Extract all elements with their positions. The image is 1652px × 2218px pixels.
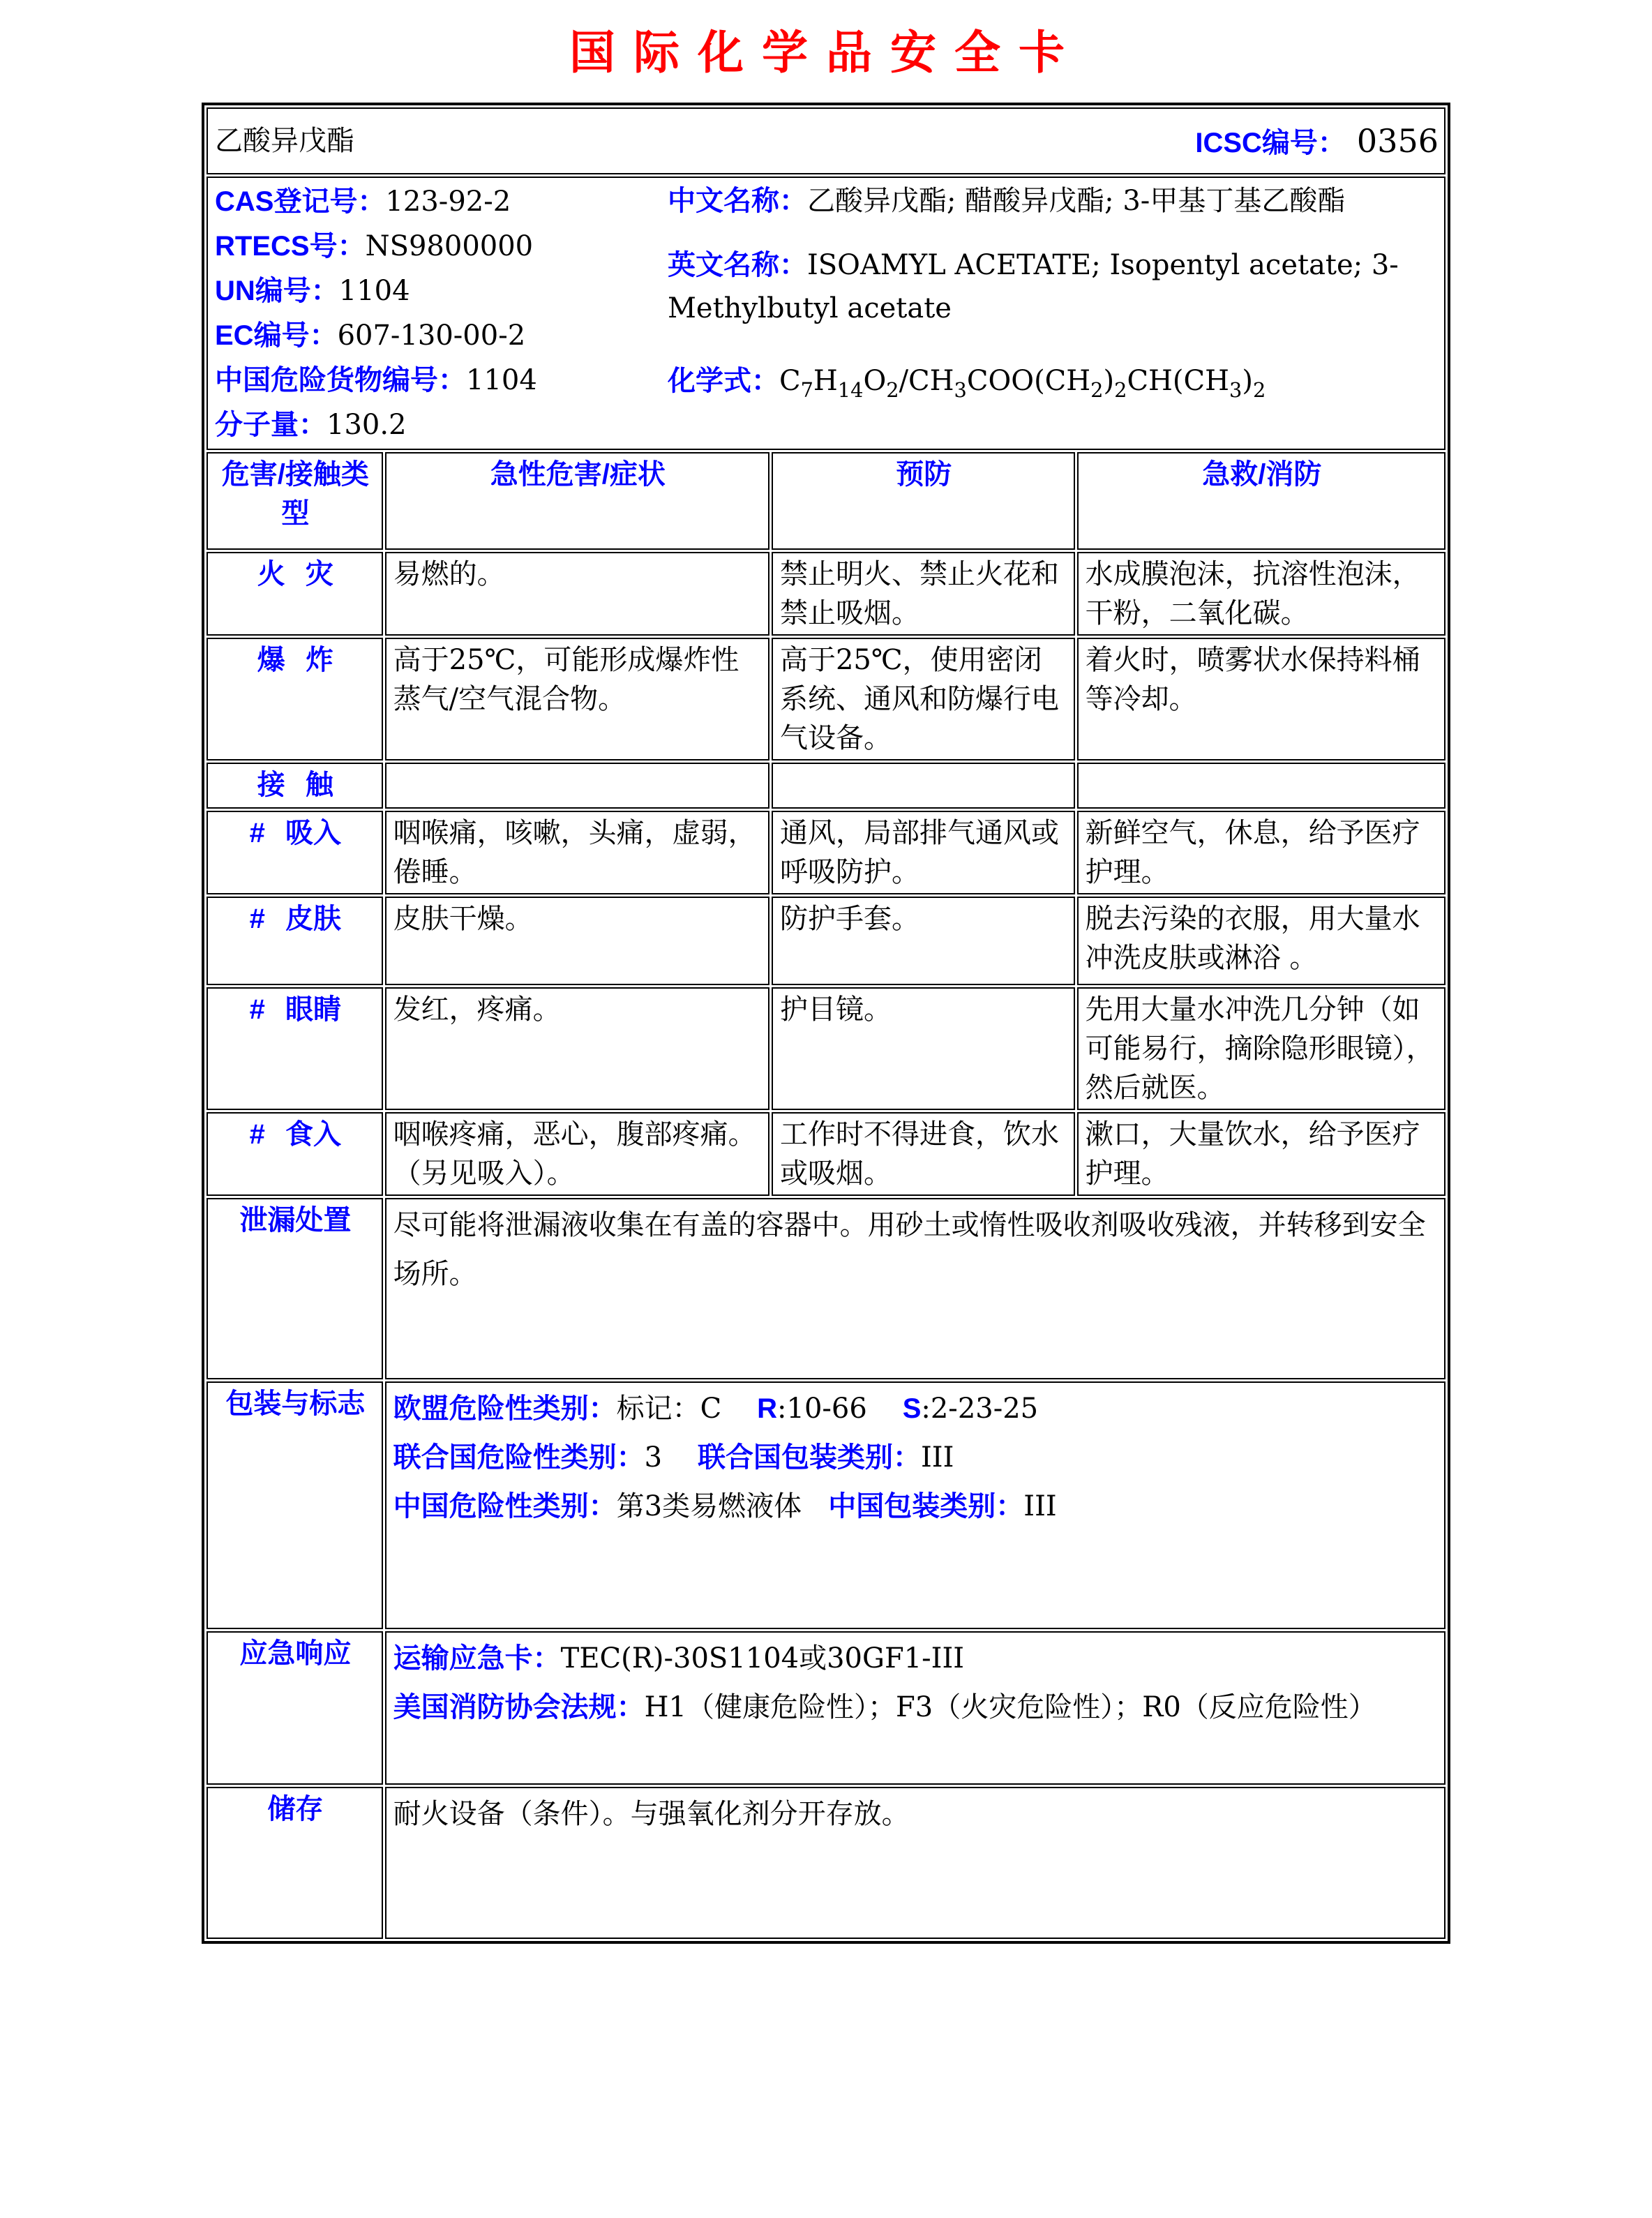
- row-label-skin: # 皮肤: [206, 897, 383, 985]
- identification-cell: [206, 177, 1446, 450]
- chinese-name-line: 中文名称：乙酸异戊酯; 醋酸异戊酯; 3-甲基丁基乙酸酯: [667, 185, 1346, 217]
- skin-hazards-cell: 皮肤干燥。: [385, 897, 769, 985]
- inhalation-prevention-cell: 通风，局部排气通风或呼吸防护。: [772, 811, 1075, 894]
- eyes-prevention-cell: 护目镜。: [772, 987, 1075, 1110]
- eyes-firstaid-cell: 先用大量水冲洗几分钟（如可能易行，摘除隐形眼镜），然后就医。: [1077, 987, 1446, 1110]
- col-header-acute-hazards: 急性危害/症状: [385, 452, 769, 550]
- skin-prevention-cell: 防护手套。: [772, 897, 1075, 985]
- ingestion-hazards-cell: 咽喉疼痛，恶心，腹部疼痛。（另见吸入）。: [385, 1112, 769, 1196]
- row-label-eyes: # 眼睛: [206, 987, 383, 1110]
- storage-cell: [385, 1787, 1446, 1939]
- hazard-row-fire: [206, 552, 1446, 636]
- packaging-labeling-row: [206, 1381, 1446, 1629]
- icsc-label: ICSC编号：: [1195, 127, 1346, 158]
- inhalation-firstaid-cell: 新鲜空气，休息，给予医疗护理。: [1077, 811, 1446, 894]
- china-hazard-class-line: 中国危险性类别：第3类易燃液体 中国包装类别：III: [393, 1490, 1057, 1522]
- ingestion-prevention-cell: 工作时不得进食，饮水或吸烟。: [772, 1112, 1075, 1196]
- rtecs-number-line: RTECS号：NS9800000: [215, 230, 534, 262]
- col-header-hazard-type: 危害/接触类型: [206, 452, 383, 550]
- storage-row: [206, 1787, 1446, 1939]
- icsc-number: 0356: [1356, 121, 1439, 160]
- hazard-row-skin: [206, 897, 1446, 985]
- hazard-row-eyes: [206, 987, 1446, 1110]
- chemical-formula-line: 化学式：$C_7H_{14}O_2/CH_3COO(CH_2)_2CH(CH_3)_2$: [667, 365, 1266, 403]
- page-title: 国际化学品安全卡: [569, 25, 1083, 80]
- molecular-weight-line: 分子量：130.2: [215, 409, 407, 441]
- row-label-fire: 火 灾: [206, 552, 383, 636]
- fire-firstaid-cell: 水成膜泡沫，抗溶性泡沫，干粉，二氧化碳。: [1077, 552, 1446, 636]
- row-label-contact: 接 触: [206, 763, 383, 809]
- cas-number-line: CAS登记号：123-92-2: [215, 186, 511, 218]
- storage-label: 储存: [206, 1787, 383, 1939]
- un-number-line: UN编号：1104: [215, 275, 410, 307]
- emergency-response-cell: [385, 1631, 1446, 1785]
- packaging-labeling-cell: [385, 1381, 1446, 1629]
- hazard-row-contact: [206, 763, 1446, 809]
- icsc-card-table: [202, 103, 1450, 1944]
- inhalation-hazards-cell: 咽喉痛，咳嗽，头痛，虚弱，倦睡。: [385, 811, 769, 894]
- china-dg-number-line: 中国危险货物编号：1104: [215, 364, 537, 396]
- emergency-response-row: [206, 1631, 1446, 1785]
- nfpa-code-line: 美国消防协会法规：H1（健康危险性）；F3（火灾危险性）；R0（反应危险性）: [393, 1691, 1376, 1723]
- row-label-ingestion: # 食入: [206, 1112, 383, 1196]
- substance-name: 乙酸异戊酯: [215, 125, 354, 157]
- eu-hazard-class-line: 欧盟危险性类别：标记：C R:10-66 S:2-23-25: [393, 1393, 1039, 1425]
- transport-emergency-card-line: 运输应急卡：TEC(R)-30S1104或30GF1-III: [393, 1642, 965, 1674]
- spill-disposal-text: 尽可能将泄漏液收集在有盖的容器中。用砂土或惰性吸收剂吸收残液，并转移到安全场所。: [393, 1209, 1426, 1290]
- ingestion-firstaid-cell: 漱口，大量饮水，给予医疗护理。: [1077, 1112, 1446, 1196]
- identification-row: [206, 177, 1446, 450]
- emergency-response-label: 应急响应: [206, 1631, 383, 1785]
- identifiers-block: [215, 179, 668, 447]
- skin-firstaid-cell: 脱去污染的衣服，用大量水冲洗皮肤或淋浴 。: [1077, 897, 1446, 985]
- spill-disposal-cell: [385, 1198, 1446, 1379]
- icsc-number-group: [1195, 119, 1439, 163]
- fire-hazards-cell: 易燃的。: [385, 552, 769, 636]
- fire-prevention-cell: 禁止明火、禁止火花和禁止吸烟。: [772, 552, 1075, 636]
- substance-header-cell: [206, 107, 1446, 174]
- row-label-inhalation: # 吸入: [206, 811, 383, 894]
- contact-hazards-cell: [385, 763, 769, 809]
- explosion-prevention-cell: 高于25℃，使用密闭系统、通风和防爆行电气设备。: [772, 638, 1075, 760]
- english-name-line: 英文名称：ISOAMYL ACETATE; Isopentyl acetate; 3-Methylbutyl acetate: [667, 249, 1399, 324]
- hazard-table-header-row: [206, 452, 1446, 550]
- names-block: [668, 179, 1439, 447]
- col-header-prevention: 预防: [772, 452, 1075, 550]
- hazard-row-explosion: [206, 638, 1446, 760]
- spill-disposal-row: [206, 1198, 1446, 1379]
- contact-prevention-cell: [772, 763, 1075, 809]
- ec-number-line: EC编号：607-130-00-2: [215, 320, 526, 352]
- col-header-first-aid: 急救/消防: [1077, 452, 1446, 550]
- row-label-explosion: 爆 炸: [206, 638, 383, 760]
- hazard-row-inhalation: [206, 811, 1446, 894]
- eyes-hazards-cell: 发红，疼痛。: [385, 987, 769, 1110]
- contact-firstaid-cell: [1077, 763, 1446, 809]
- un-hazard-class-line: 联合国危险性类别：3 联合国包装类别：III: [393, 1441, 954, 1474]
- substance-header-row: [206, 107, 1446, 174]
- hazard-row-ingestion: [206, 1112, 1446, 1196]
- explosion-firstaid-cell: 着火时，喷雾状水保持料桶等冷却。: [1077, 638, 1446, 760]
- explosion-hazards-cell: 高于25℃，可能形成爆炸性蒸气/空气混合物。: [385, 638, 769, 760]
- storage-text: 耐火设备（条件）。与强氧化剂分开存放。: [393, 1798, 910, 1830]
- spill-disposal-label: 泄漏处置: [206, 1198, 383, 1379]
- packaging-labeling-label: 包装与标志: [206, 1381, 383, 1629]
